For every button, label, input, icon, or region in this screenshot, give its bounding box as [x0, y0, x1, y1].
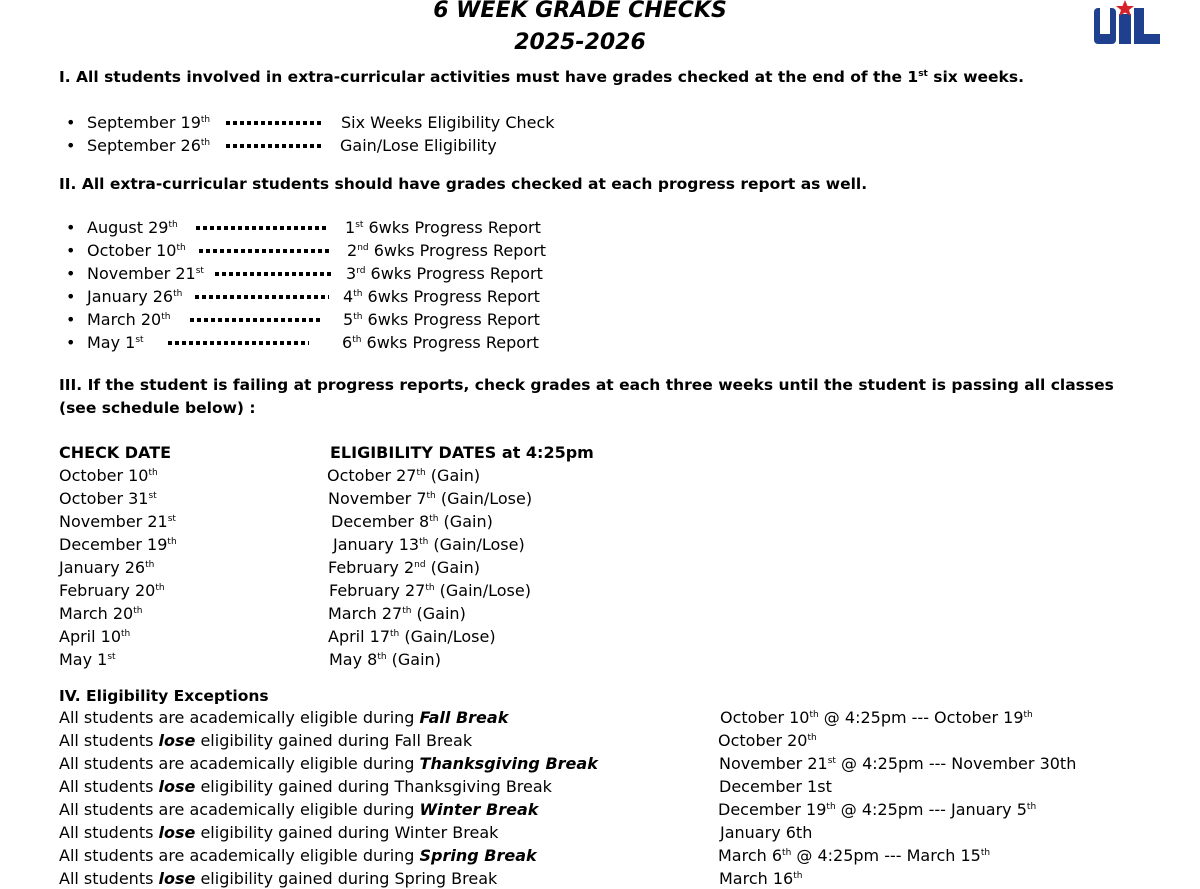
exception-text — [59, 823, 498, 843]
progress-date-text: January 26 — [87, 287, 174, 306]
exception-date-end: @ 4:25pm --- October 19 — [818, 708, 1024, 727]
item-label: Six Weeks Eligibility Check — [341, 113, 555, 132]
eligibility-date-text: January 13 — [333, 535, 420, 554]
exception-date-range — [719, 869, 802, 889]
exception-date-range — [720, 823, 812, 843]
check-date-text: February 20 — [59, 581, 156, 600]
check-date — [59, 581, 165, 601]
bullet-icon: • — [66, 241, 76, 260]
eligibility-date-text: April 17 — [328, 627, 391, 646]
report-label: 6wks Progress Report — [362, 310, 540, 329]
bullet-icon: • — [66, 113, 76, 132]
progress-report-label — [343, 310, 540, 330]
progress-date — [87, 310, 170, 330]
exception-date-range — [718, 846, 990, 866]
progress-date — [87, 218, 178, 238]
exception-pre: All students are academically eligible during — [59, 846, 420, 865]
dotted-leader — [226, 144, 323, 148]
check-date — [59, 512, 176, 532]
report-number-sup: st — [355, 220, 364, 230]
progress-date-sup: th — [168, 220, 178, 230]
eligibility-date — [327, 466, 480, 486]
eligibility-date — [331, 512, 493, 532]
exception-emphasis: Winter Break — [419, 800, 539, 819]
check-date-sup: th — [148, 468, 158, 478]
exception-post: eligibility gained during Thanksgiving Break — [195, 777, 552, 796]
bullet-icon: • — [66, 287, 76, 306]
item-date-text: September 19 — [87, 113, 201, 132]
item-label: Gain/Lose Eligibility — [340, 136, 497, 155]
exception-text — [59, 869, 497, 889]
progress-date-sup: st — [135, 335, 144, 345]
check-date-text: November 21 — [59, 512, 168, 531]
eligibility-date-sup: th — [402, 606, 412, 616]
eligibility-date-sup: th — [377, 652, 387, 662]
report-number: 5 — [343, 310, 354, 329]
report-number-sup: rd — [356, 266, 366, 276]
exception-date-range — [718, 731, 817, 751]
progress-date-text: November 21 — [87, 264, 196, 283]
eligibility-date-text: March 27 — [328, 604, 403, 623]
progress-report-label — [342, 333, 539, 353]
exception-date-end-sup: th — [980, 848, 991, 858]
exception-date-start: October 10 — [720, 708, 810, 727]
check-date — [59, 535, 177, 555]
progress-date — [87, 241, 186, 261]
report-number-sup: nd — [357, 243, 369, 253]
exception-emphasis: lose — [158, 869, 196, 888]
exception-emphasis: lose — [158, 823, 196, 842]
report-number: 4 — [343, 287, 354, 306]
section-4-heading: IV. Eligibility Exceptions — [59, 687, 269, 705]
exception-date-start-sup: th — [793, 871, 803, 881]
check-date-sup: st — [107, 652, 116, 662]
eligibility-date-text: October 27 — [327, 466, 417, 485]
section-3-heading-line1: III. If the student is failing at progress reports, check grades at each three weeks until the student is passing all classes — [59, 376, 1114, 394]
eligibility-date-sup: th — [425, 583, 435, 593]
check-date-sup: th — [155, 583, 165, 593]
eligibility-date — [328, 627, 496, 647]
progress-date-sup: th — [161, 312, 171, 322]
check-date-sup: th — [167, 537, 177, 547]
eligibility-date-sup: nd — [414, 560, 426, 570]
check-date — [59, 627, 130, 647]
eligibility-date-sup: th — [426, 491, 436, 501]
check-date-text: May 1 — [59, 650, 108, 669]
exception-post: eligibility gained during Fall Break — [195, 731, 473, 750]
exception-emphasis: Fall Break — [419, 708, 509, 727]
progress-report-label — [346, 264, 543, 284]
progress-date — [87, 264, 204, 284]
check-date-text: October 10 — [59, 466, 149, 485]
dotted-leader — [215, 272, 331, 276]
exception-date-start-sup: th — [807, 733, 817, 743]
exception-pre: All students — [59, 823, 159, 842]
eligibility-date-text: February 27 — [329, 581, 426, 600]
eligibility-note: (Gain) — [386, 650, 441, 669]
eligibility-dates-header: ELIGIBILITY DATES at 4:25pm — [330, 443, 594, 462]
eligibility-date — [329, 581, 531, 601]
exception-pre: All students — [59, 777, 159, 796]
bullet-icon: • — [66, 136, 76, 155]
eligibility-date — [328, 604, 466, 624]
exception-date-start: November 21 — [719, 754, 828, 773]
section-1-heading: I. All students involved in extra-curricular activities must have grades checked at the end of the 1st six weeks. — [59, 68, 1024, 86]
exception-date-start-sup: th — [826, 802, 836, 812]
check-date — [59, 604, 142, 624]
exception-text — [59, 731, 472, 751]
progress-date-text: March 20 — [87, 310, 162, 329]
eligibility-date — [328, 558, 480, 578]
eligibility-date-sup: th — [419, 537, 429, 547]
exception-text — [59, 754, 598, 774]
exception-emphasis: Spring Break — [419, 846, 537, 865]
dotted-leader — [168, 341, 309, 345]
check-date-sup: th — [145, 560, 155, 570]
eligibility-date — [329, 650, 441, 670]
dotted-leader — [195, 295, 329, 299]
eligibility-note: (Gain) — [411, 604, 466, 623]
exception-date-end: @ 4:25pm --- January 5 — [835, 800, 1027, 819]
check-date — [59, 466, 158, 486]
school-year: 2025-2026 — [514, 30, 646, 55]
exception-date-end: @ 4:25pm --- November 30th — [835, 754, 1077, 773]
dotted-leader — [226, 121, 323, 125]
report-number-sup: th — [353, 289, 363, 299]
eligibility-date-text: February 2 — [328, 558, 415, 577]
eligibility-date — [333, 535, 525, 555]
eligibility-date — [328, 489, 532, 509]
exception-pre: All students are academically eligible during — [59, 708, 420, 727]
progress-date-sup: th — [173, 289, 183, 299]
exception-pre: All students — [59, 731, 159, 750]
progress-date-text: October 10 — [87, 241, 177, 260]
progress-report-label — [345, 218, 541, 238]
check-date-sup: th — [121, 629, 131, 639]
bullet-icon: • — [66, 218, 76, 237]
progress-report-label — [343, 287, 540, 307]
exception-date-start: March 16 — [719, 869, 794, 888]
item-date-sup: th — [200, 115, 211, 125]
exception-date-end-sup: th — [1023, 710, 1033, 720]
check-date-sup: st — [148, 491, 157, 501]
progress-date — [87, 333, 144, 353]
report-label: 6wks Progress Report — [361, 333, 539, 352]
check-date-sup: th — [133, 606, 143, 616]
report-label: 6wks Progress Report — [362, 287, 540, 306]
eligibility-date-sup: th — [390, 629, 400, 639]
exception-date-range — [720, 708, 1033, 728]
exception-date-start: October 20 — [718, 731, 808, 750]
exception-post: eligibility gained during Winter Break — [195, 823, 499, 842]
report-label: 6wks Progress Report — [363, 218, 541, 237]
check-date — [59, 558, 154, 578]
eligibility-note: (Gain/Lose) — [435, 489, 533, 508]
item-date-sup: th — [200, 138, 211, 148]
report-number-sup: th — [353, 312, 363, 322]
item-date-text: September 26 — [87, 136, 201, 155]
exception-emphasis: lose — [158, 731, 196, 750]
bullet-icon: • — [66, 264, 76, 283]
report-number: 1 — [345, 218, 356, 237]
section-3-heading-line2: (see schedule below) : — [59, 399, 256, 417]
eligibility-date-sup: th — [416, 468, 426, 478]
exception-date-start: January 6th — [720, 823, 813, 842]
bullet-icon: • — [66, 333, 76, 352]
exception-text — [59, 800, 538, 820]
check-date-text: January 26 — [59, 558, 146, 577]
report-number-sup: th — [352, 335, 362, 345]
check-date-sup: st — [167, 514, 176, 524]
exception-text — [59, 708, 508, 728]
eligibility-note: (Gain/Lose) — [399, 627, 496, 646]
exception-date-start: December 19 — [718, 800, 827, 819]
report-number: 3 — [346, 264, 357, 283]
uil-logo — [1092, 0, 1164, 48]
exception-date-start-sup: th — [782, 848, 792, 858]
item-date — [87, 136, 210, 156]
eligibility-note: (Gain) — [425, 558, 480, 577]
exception-pre: All students are academically eligible during — [59, 800, 420, 819]
exception-date-start: December 1st — [719, 777, 832, 796]
dotted-leader — [199, 249, 332, 253]
progress-report-label — [347, 241, 546, 261]
progress-date-sup: th — [176, 243, 186, 253]
check-date — [59, 489, 157, 509]
dotted-leader — [190, 318, 323, 322]
check-date-text: December 19 — [59, 535, 168, 554]
progress-date-text: May 1 — [87, 333, 136, 352]
report-label: 6wks Progress Report — [368, 241, 547, 260]
eligibility-note: (Gain) — [425, 466, 481, 485]
check-date-header: CHECK DATE — [59, 443, 172, 462]
eligibility-note: (Gain/Lose) — [428, 535, 525, 554]
exception-post: eligibility gained during Spring Break — [195, 869, 498, 888]
check-date — [59, 650, 116, 670]
exception-date-end-sup: th — [1026, 802, 1037, 812]
exception-date-end: @ 4:25pm --- March 15 — [791, 846, 981, 865]
page-title: 6 WEEK GRADE CHECKS — [433, 0, 727, 23]
eligibility-date-text: November 7 — [328, 489, 427, 508]
exception-date-range — [719, 754, 1076, 774]
exception-date-range — [719, 777, 832, 797]
exception-emphasis: Thanksgiving Break — [419, 754, 598, 773]
progress-date-text: August 29 — [87, 218, 169, 237]
eligibility-date-sup: th — [429, 514, 439, 524]
exception-date-start: March 6 — [718, 846, 783, 865]
progress-date-sup: st — [195, 266, 204, 276]
exception-date-start-sup: st — [827, 756, 836, 766]
exception-date-start-sup: th — [809, 710, 819, 720]
exception-text — [59, 777, 552, 797]
dotted-leader — [196, 226, 329, 230]
exception-emphasis: lose — [158, 777, 196, 796]
eligibility-note: (Gain/Lose) — [434, 581, 531, 600]
eligibility-date-text: May 8 — [329, 650, 378, 669]
eligibility-note: (Gain) — [438, 512, 493, 531]
exception-date-range — [718, 800, 1036, 820]
check-date-text: October 31 — [59, 489, 149, 508]
report-number: 2 — [347, 241, 358, 260]
progress-date — [87, 287, 182, 307]
bullet-icon: • — [66, 310, 76, 329]
exception-pre: All students are academically eligible during — [59, 754, 420, 773]
report-number: 6 — [342, 333, 353, 352]
eligibility-date-text: December 8 — [331, 512, 430, 531]
check-date-text: March 20 — [59, 604, 134, 623]
report-label: 6wks Progress Report — [365, 264, 543, 283]
item-date — [87, 113, 210, 133]
section-2-heading: II. All extra-curricular students should have grades checked at each progress report as well. — [59, 175, 868, 193]
exception-pre: All students — [59, 869, 159, 888]
check-date-text: April 10 — [59, 627, 122, 646]
exception-text — [59, 846, 537, 866]
